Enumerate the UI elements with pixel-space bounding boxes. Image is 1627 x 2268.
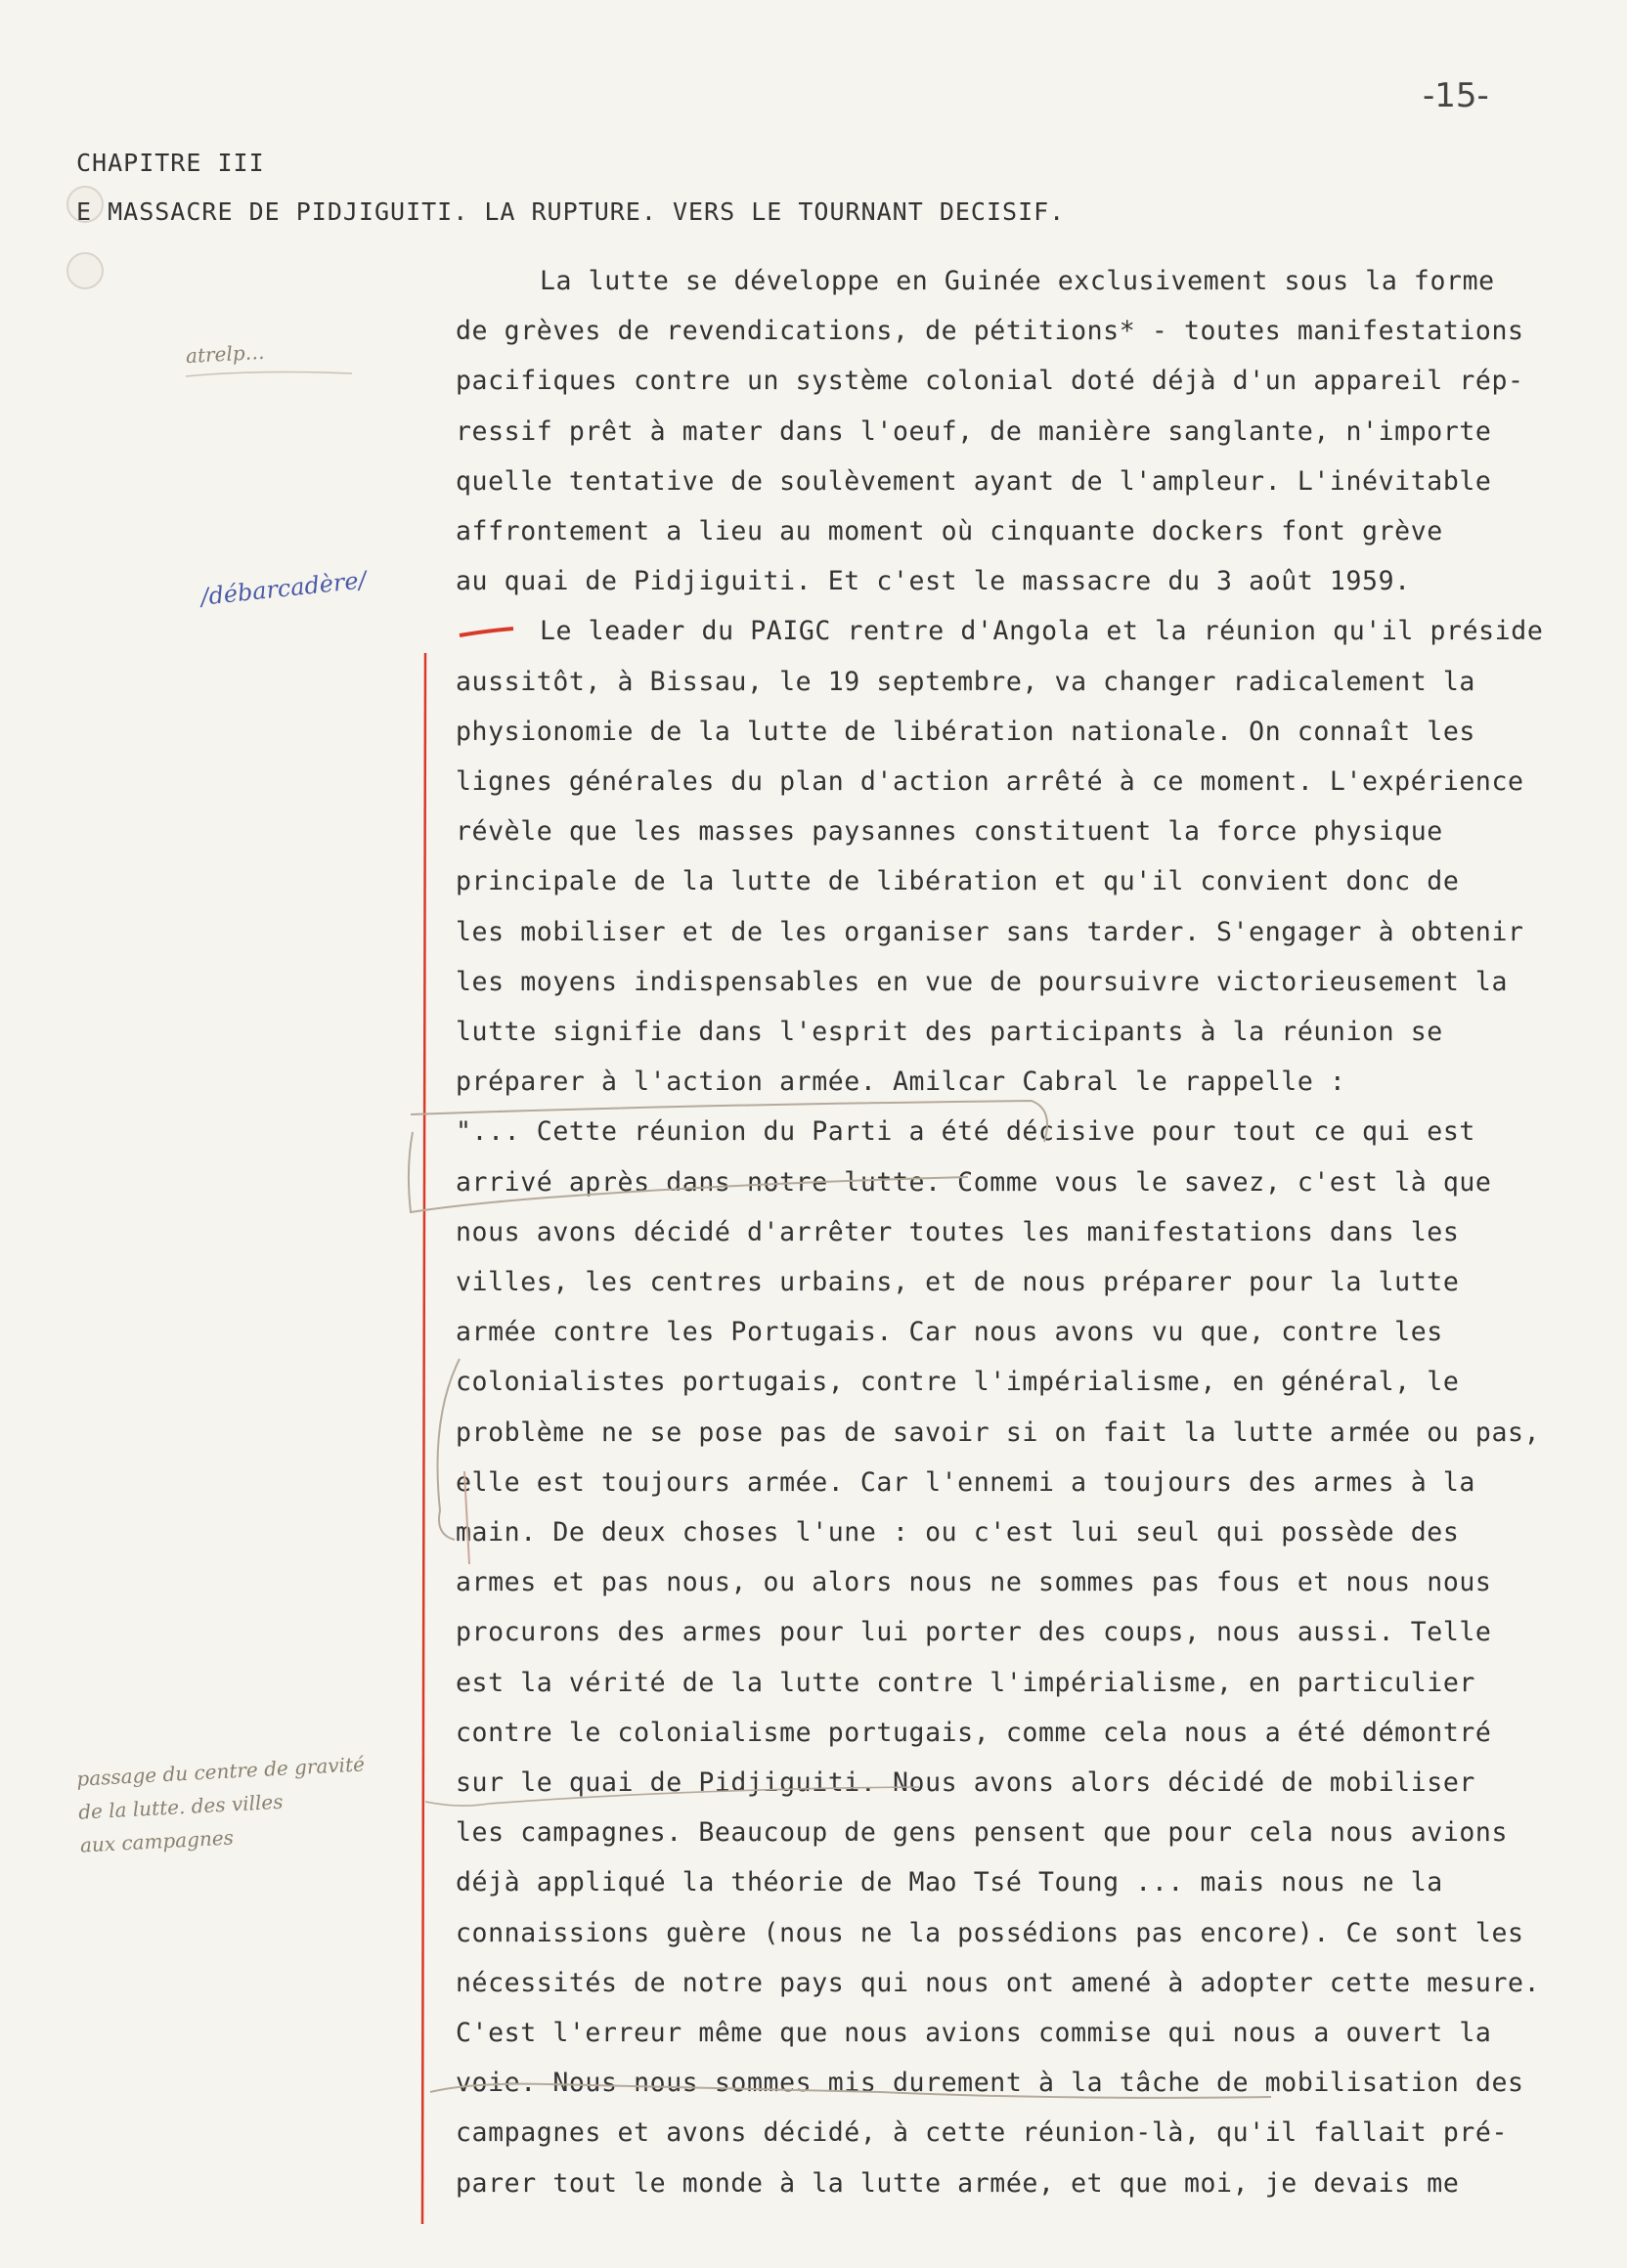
body-line: main. De deux choses l'une : ou c'est lui seul qui possède des: [456, 1517, 1460, 1548]
body-line: nécessités de notre pays qui nous ont amené à adopter cette mesure.: [456, 1967, 1541, 1998]
body-line: révèle que les masses paysannes constituent la force physique: [456, 816, 1443, 848]
body-line: pacifiques contre un système colonial doté déjà d'un appareil rép-: [456, 366, 1524, 397]
body-line: ressif prêt à mater dans l'oeuf, de manière sanglante, n'importe: [456, 415, 1492, 447]
body-line: est la vérité de la lutte contre l'impérialisme, en particulier: [456, 1667, 1475, 1698]
punch-hole: [66, 252, 104, 289]
body-line: parer tout le monde à la lutte armée, et que moi, je devais me: [456, 2167, 1460, 2199]
body-line: "... Cette réunion du Parti a été décisive pour tout ce qui est: [456, 1116, 1475, 1148]
body-line: de grèves de revendications, de pétitions* - toutes manifestations: [456, 316, 1524, 347]
body-line: contre le colonialisme portugais, comme cela nous a été démontré: [456, 1717, 1492, 1748]
red-dash-mark: [460, 629, 513, 635]
body-line: armée contre les Portugais. Car nous avons vu que, contre les: [456, 1317, 1443, 1348]
body-line: les campagnes. Beaucoup de gens pensent que pour cela nous avions: [456, 1817, 1509, 1849]
body-line: colonialistes portugais, contre l'impérialisme, en général, le: [456, 1367, 1460, 1398]
margin-note-pencil: atrelp…: [185, 339, 266, 369]
body-line: lignes générales du plan d'action arrêté à ce moment. L'expérience: [456, 766, 1524, 797]
body-line: les mobiliser et de les organiser sans tarder. S'engager à obtenir: [456, 916, 1524, 947]
body-line: armes et pas nous, ou alors nous ne sommes pas fous et nous nous: [456, 1567, 1492, 1598]
body-line: Le leader du PAIGC rentre d'Angola et la réunion qu'il préside: [540, 616, 1544, 647]
body-line: au quai de Pidjiguiti. Et c'est le massacre du 3 août 1959.: [456, 566, 1411, 597]
body-line: affrontement a lieu au moment où cinquante dockers font grève: [456, 516, 1443, 546]
body-line: C'est l'erreur même que nous avions commise qui nous a ouvert la: [456, 2018, 1492, 2048]
body-line: aussitôt, à Bissau, le 19 septembre, va changer radicalement la: [456, 666, 1475, 697]
page-number: -15-: [1423, 76, 1489, 115]
body-line: nous avons décidé d'arrêter toutes les manifestations dans les: [456, 1216, 1460, 1247]
body-line: campagnes et avons décidé, à cette réunion-là, qu'il fallait pré-: [456, 2117, 1509, 2149]
body-line: arrivé après dans notre lutte. Comme vous le savez, c'est là que: [456, 1166, 1492, 1198]
margin-note-debarcadere: /débarcadère/: [199, 566, 368, 611]
body-line: physionomie de la lutte de libération nationale. On connaît les: [456, 716, 1475, 747]
body-line: préparer à l'action armée. Amilcar Cabral le rappelle :: [456, 1067, 1346, 1098]
body-line: villes, les centres urbains, et de nous préparer pour la lutte: [456, 1267, 1460, 1297]
body-line: elle est toujours armée. Car l'ennemi a toujours des armes à la: [456, 1466, 1475, 1498]
body-line: les moyens indispensables en vue de poursuivre victorieusement la: [456, 966, 1509, 997]
chapter-heading: CHAPITRE III: [76, 149, 265, 177]
body-line: connaissions guère (nous ne la possédions pas encore). Ce sont les: [456, 1917, 1524, 1948]
chapter-title: E MASSACRE DE PIDJIGUITI. LA RUPTURE. VERS LE TOURNANT DECISIF.: [76, 197, 1066, 226]
body-line: sur le quai de Pidjiguiti. Nous avons alors décidé de mobiliser: [456, 1767, 1475, 1798]
body-line: La lutte se développe en Guinée exclusivement sous la forme: [540, 266, 1495, 296]
red-margin-line: [422, 653, 425, 2224]
body-line: voie. Nous nous sommes mis durement à la tâche de mobilisation des: [456, 2068, 1524, 2099]
body-line: déjà appliqué la théorie de Mao Tsé Toung ... mais nous ne la: [456, 1867, 1443, 1898]
body-line: procurons des armes pour lui porter des coups, nous aussi. Telle: [456, 1617, 1492, 1648]
body-line: principale de la lutte de libération et qu'il convient donc de: [456, 866, 1460, 897]
body-line: problème ne se pose pas de savoir si on fait la lutte armée ou pas,: [456, 1417, 1541, 1448]
body-line: quelle tentative de soulèvement ayant de l'ampleur. L'inévitable: [456, 465, 1492, 497]
body-line: lutte signifie dans l'esprit des participants à la réunion se: [456, 1017, 1443, 1047]
margin-note-campagnes: passage du centre de gravité de la lutte. des villes aux campagnes: [75, 1752, 366, 1857]
